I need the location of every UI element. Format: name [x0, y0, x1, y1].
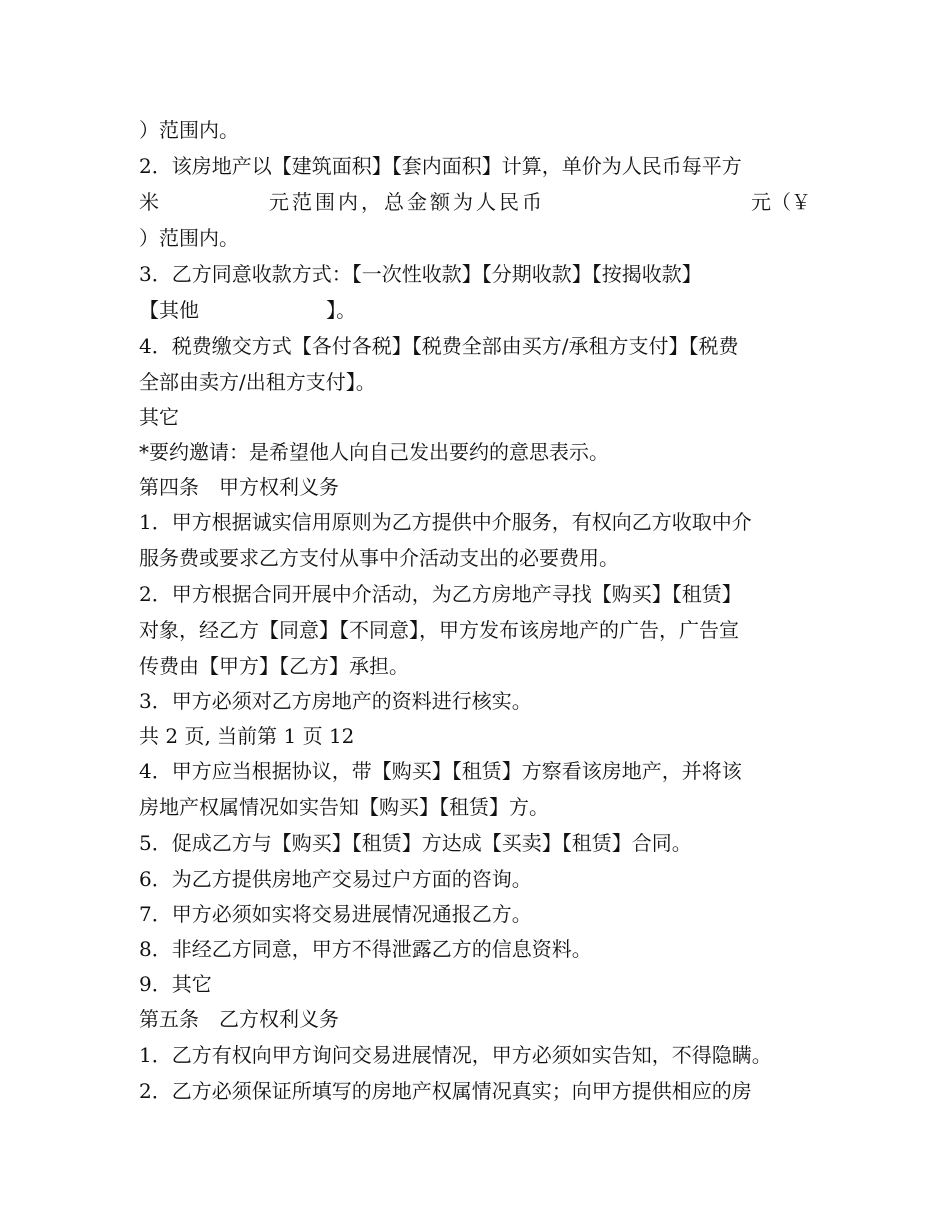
- section-heading: 第五条 乙方权利义务: [139, 1007, 339, 1031]
- text-line: 2．甲方根据合同开展中介活动，为乙方房地产寻找【购买】【租赁】: [139, 582, 742, 606]
- price-line: [139, 188, 811, 216]
- text-line: 1．甲方根据诚实信用原则为乙方提供中介服务，有权向乙方收取中介: [139, 510, 752, 534]
- price-line-part: 元范围内，总金额为人民币: [269, 190, 545, 214]
- text-line: 全部由卖方/出租方支付】。: [139, 370, 376, 394]
- text-line: 1．乙方有权向甲方询问交易进展情况，甲方必须如实告知，不得隐瞒。: [139, 1043, 772, 1067]
- text-line: 其它: [139, 405, 179, 429]
- text-line: 2．该房地产以【建筑面积】【套内面积】计算，单价为人民币每平方: [139, 154, 742, 178]
- text-line: 4．甲方应当根据协议，带【购买】【租赁】方察看该房地产，并将该: [139, 759, 742, 783]
- text-line: 5．促成乙方与【购买】【租赁】方达成【买卖】【租赁】合同。: [139, 831, 692, 855]
- text-line: 3．甲方必须对乙方房地产的资料进行核实。: [139, 689, 532, 713]
- text-line: 房地产权属情况如实告知【购买】【租赁】方。: [139, 795, 549, 819]
- text-line: ）范围内。: [139, 226, 239, 250]
- text-line: 3．乙方同意收款方式：【一次性收款】【分期收款】【按揭收款】: [139, 262, 702, 286]
- text-line: 8．非经乙方同意，甲方不得泄露乙方的信息资料。: [139, 937, 592, 961]
- text-line: *要约邀请：是希望他人向自己发出要约的意思表示。: [139, 440, 609, 464]
- text-line: 2．乙方必须保证所填写的房地产权属情况真实；向甲方提供相应的房: [139, 1079, 752, 1103]
- text-line: 对象，经乙方【同意】【不同意】，甲方发布该房地产的广告，广告宣: [139, 618, 739, 642]
- price-line-part: 元（￥: [751, 190, 811, 214]
- section-heading: 第四条 甲方权利义务: [139, 475, 339, 499]
- text-line: 6．为乙方提供房地产交易过户方面的咨询。: [139, 867, 532, 891]
- text-line: 7．甲方必须如实将交易进展情况通报乙方。: [139, 902, 532, 926]
- text-line: 服务费或要求乙方支付从事中介活动支出的必要费用。: [139, 546, 619, 570]
- text-line: 传费由【甲方】【乙方】承担。: [139, 654, 409, 678]
- text-line: 【其他 】。: [139, 298, 357, 322]
- text-line: ）范围内。: [139, 118, 239, 142]
- price-line-part: 米: [139, 190, 159, 214]
- text-line: 9．其它: [139, 972, 212, 996]
- page-info: 共 2 页, 当前第 1 页 12: [139, 724, 355, 748]
- text-line: 4．税费缴交方式【各付各税】【税费全部由买方/承租方支付】【税费: [139, 334, 739, 358]
